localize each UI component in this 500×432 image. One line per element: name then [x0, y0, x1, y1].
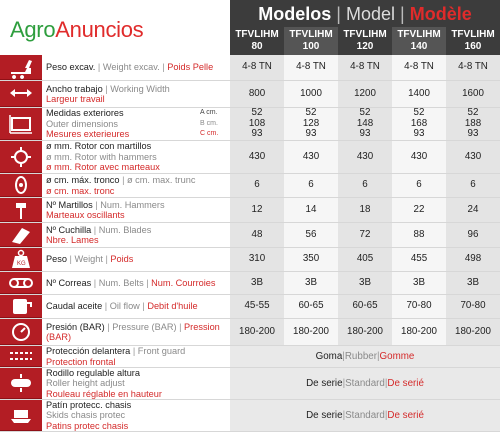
spec-value: 88 [392, 223, 446, 247]
dimension-units: A cm. B cm. C cm. [200, 109, 219, 138]
working-width-icon [0, 81, 42, 107]
label-es: Caudal aceite [46, 301, 103, 312]
spec-value: 60-65 [338, 295, 392, 318]
label-en: Pressure (BAR) [112, 321, 177, 332]
outer-dimensions-icon [0, 108, 42, 140]
spec-value: 310 [230, 248, 284, 271]
spec-row [0, 368, 500, 400]
label-fr: Nbre. Lames [46, 235, 99, 245]
label-es: Ancho trabajo [46, 83, 103, 94]
label-es: Protección delantera [46, 346, 131, 356]
spec-row [0, 346, 500, 368]
spec-value: 430 [230, 141, 284, 173]
spec-value: 70-80 [446, 295, 500, 318]
label-en: Weight [74, 254, 103, 265]
spec-label: ø cm. máx. tronco | ø cm. max. trunc ø cm. max. tronc [46, 174, 230, 197]
spec-row [0, 81, 500, 108]
model-size: 140 [410, 41, 428, 52]
label-en: Front guard [137, 346, 186, 356]
label-fr: Poids [110, 254, 134, 265]
title-sep: | [336, 4, 341, 24]
label-fr: ø cm. max. tronc [46, 185, 115, 196]
spec-value: 430 [446, 141, 500, 173]
label-es: Medidas exteriores [46, 108, 124, 119]
label-es: Nº Martillos [46, 199, 93, 210]
title-es: Modelos [258, 4, 332, 24]
spec-value: 52 188 93 [446, 108, 500, 140]
trunk-diameter-icon [0, 174, 42, 197]
model-name: TFVLIHM [397, 29, 441, 40]
spec-value: 12 [230, 198, 284, 222]
spec-value: 24 [446, 198, 500, 222]
spec-value: 6 [230, 174, 284, 197]
spec-value: 52 148 93 [338, 108, 392, 140]
weight-excavator-icon [0, 55, 42, 80]
spec-row [0, 108, 500, 141]
spec-value: 4-8 TN [230, 55, 284, 80]
spec-value: 52 128 93 [284, 108, 338, 140]
label-en: ø cm. max. trunc [127, 175, 196, 185]
spec-value: 1400 [392, 81, 446, 107]
title-sep: | [400, 4, 405, 24]
spec-value: 180-200 [284, 319, 338, 345]
spec-row [0, 198, 500, 223]
label-fr: Marteaux oscillants [46, 210, 125, 220]
spec-value: 3B [446, 272, 500, 294]
label-es: ø cm. máx. tronco [46, 175, 120, 185]
model-name: TFVLIHM [289, 29, 333, 40]
model-name: TFVLIHM [343, 29, 387, 40]
roller-icon [0, 368, 42, 399]
spec-value: 800 [230, 81, 284, 107]
spec-value: 96 [446, 223, 500, 247]
svg-text:KG: KG [17, 261, 26, 267]
spec-label [46, 141, 230, 173]
label-fr: Debit d'huile [147, 301, 198, 312]
spec-value: 4-8 TN [446, 55, 500, 80]
spec-row [0, 141, 500, 174]
spec-label: Peso | Weight | Poids [46, 254, 134, 265]
label-en: Num. Blades [98, 224, 152, 235]
model-column-header [230, 27, 284, 55]
brand-logo[interactable] [10, 17, 143, 43]
model-size: 120 [356, 41, 374, 52]
spec-value: 430 [392, 141, 446, 173]
spec-value: 6 [284, 174, 338, 197]
spec-value: 430 [284, 141, 338, 173]
spec-label [46, 368, 230, 399]
label-es: Peso excav. [46, 62, 96, 73]
spec-value: 3B [284, 272, 338, 294]
label-fr: Largeur travail [46, 94, 105, 104]
model-column-header [338, 27, 392, 55]
spec-value: 6 [446, 174, 500, 197]
model-name: TFVLIHM [451, 29, 495, 40]
model-column-header [446, 27, 500, 55]
spec-value: 6 [338, 174, 392, 197]
spec-row [0, 295, 500, 319]
spec-value: 3B [392, 272, 446, 294]
spec-value: 1200 [338, 81, 392, 107]
spec-row [0, 319, 500, 346]
label-es: Patín protecc. chasis [46, 399, 132, 410]
spec-span-value: De serie | Standard | De serié [230, 400, 500, 431]
label-fr: ø mm. Rotor avec marteaux [46, 162, 160, 173]
label-es: Rodillo regulable altura [46, 367, 140, 378]
label-fr: Patins protec chasis [46, 420, 129, 431]
label-en: Oil flow [109, 301, 140, 312]
label-en: Num. Belts [98, 277, 144, 288]
spec-row [0, 248, 500, 272]
spec-row [0, 223, 500, 248]
label-es: Presión (BAR) [46, 321, 105, 332]
spec-value: 22 [392, 198, 446, 222]
spec-value: 180-200 [338, 319, 392, 345]
spec-value: 72 [338, 223, 392, 247]
oil-flow-icon [0, 295, 42, 318]
label-en: Skids chasis protec [46, 410, 126, 421]
spec-label: Protección delantera | Front guard Protection frontal [46, 346, 230, 367]
label-en: Working Width [110, 83, 170, 94]
belts-icon [0, 272, 42, 294]
spec-value: 1000 [284, 81, 338, 107]
spec-row [0, 272, 500, 295]
spec-label: Presión (BAR) | Pressure (BAR) | Pression (BAR) [46, 321, 220, 342]
spec-value: 350 [284, 248, 338, 271]
label-es: ø mm. Rotor con martillos [46, 141, 152, 152]
spec-label: Nº Martillos | Num. Hammers Marteaux oscillants [46, 198, 230, 222]
label-fr: Num. Courroies [151, 277, 216, 288]
spec-row [0, 55, 500, 81]
label-en: Weight excav. [102, 62, 160, 73]
model-name: TFVLIHM [235, 29, 279, 40]
label-fr: Rouleau réglable en hauteur [46, 388, 162, 399]
label-en: Num. Hammers [100, 199, 165, 210]
label-fr: Protection frontal [46, 356, 116, 367]
label-en: Outer dimensions [46, 118, 119, 129]
spec-value: 45-55 [230, 295, 284, 318]
spec-value: 498 [446, 248, 500, 271]
skids-icon [0, 400, 42, 431]
spec-value: 180-200 [446, 319, 500, 345]
label-en: ø mm. Rotor with hammers [46, 151, 157, 162]
brand-part-anuncios: Anuncios [55, 17, 144, 42]
model-column-header [284, 27, 338, 55]
brand-part-agro: Agro [10, 17, 56, 42]
spec-value: 14 [284, 198, 338, 222]
spec-table [0, 55, 500, 432]
pressure-gauge-icon [0, 319, 42, 345]
model-column-header [392, 27, 446, 55]
spec-value: 56 [284, 223, 338, 247]
model-size: 80 [251, 41, 263, 52]
spec-label: Caudal aceite | Oil flow | Debit d'huile [46, 301, 198, 312]
label-es: Peso [46, 254, 67, 265]
title-fr: Modèle [409, 4, 472, 24]
spec-value: 180-200 [230, 319, 284, 345]
spec-span-value: Goma | Rubber | Gomme [230, 346, 500, 367]
spec-value: 52 168 93 [392, 108, 446, 140]
spec-value: 18 [338, 198, 392, 222]
blades-icon [0, 223, 42, 247]
spec-value: 48 [230, 223, 284, 247]
spec-row [0, 174, 500, 198]
spec-label: Nº Correas | Num. Belts | Num. Courroies [46, 277, 216, 288]
hammers-icon [0, 198, 42, 222]
spec-value: 4-8 TN [338, 55, 392, 80]
label-en: Roller height adjust [46, 378, 125, 389]
model-size: 100 [302, 41, 320, 52]
spec-value: 52 108 93 [230, 108, 284, 140]
spec-value: 70-80 [392, 295, 446, 318]
spec-value: 60-65 [284, 295, 338, 318]
label-es: Nº Correas [46, 277, 92, 288]
spec-label: Ancho trabajo | Working Width Largeur travail [46, 81, 230, 107]
spec-value: 430 [338, 141, 392, 173]
spec-row [0, 400, 500, 432]
front-guard-icon [0, 346, 42, 367]
spec-value: 1600 [446, 81, 500, 107]
spec-label [46, 400, 230, 431]
label-fr: Mesures exterieures [46, 129, 130, 140]
spec-value: 6 [392, 174, 446, 197]
spec-label: Nº Cuchilla | Num. Blades Nbre. Lames [46, 223, 230, 247]
spec-value: 3B [338, 272, 392, 294]
spec-value: 405 [338, 248, 392, 271]
spec-value: 180-200 [392, 319, 446, 345]
models-title [230, 4, 500, 25]
title-en: Model [345, 4, 396, 24]
spec-value: 4-8 TN [284, 55, 338, 80]
weight-kg-icon [0, 248, 42, 271]
model-size: 160 [464, 41, 482, 52]
spec-value: 4-8 TN [392, 55, 446, 80]
spec-value: 455 [392, 248, 446, 271]
spec-value: 3B [230, 272, 284, 294]
spec-label: Peso excav. | Weight excav. | Poids Pelle [46, 62, 214, 73]
spec-span-value: De serie | Standard | De serié [230, 368, 500, 399]
rotor-hammers-icon [0, 141, 42, 173]
label-es: Nº Cuchilla [46, 224, 92, 235]
label-fr: Poids Pelle [167, 62, 214, 73]
